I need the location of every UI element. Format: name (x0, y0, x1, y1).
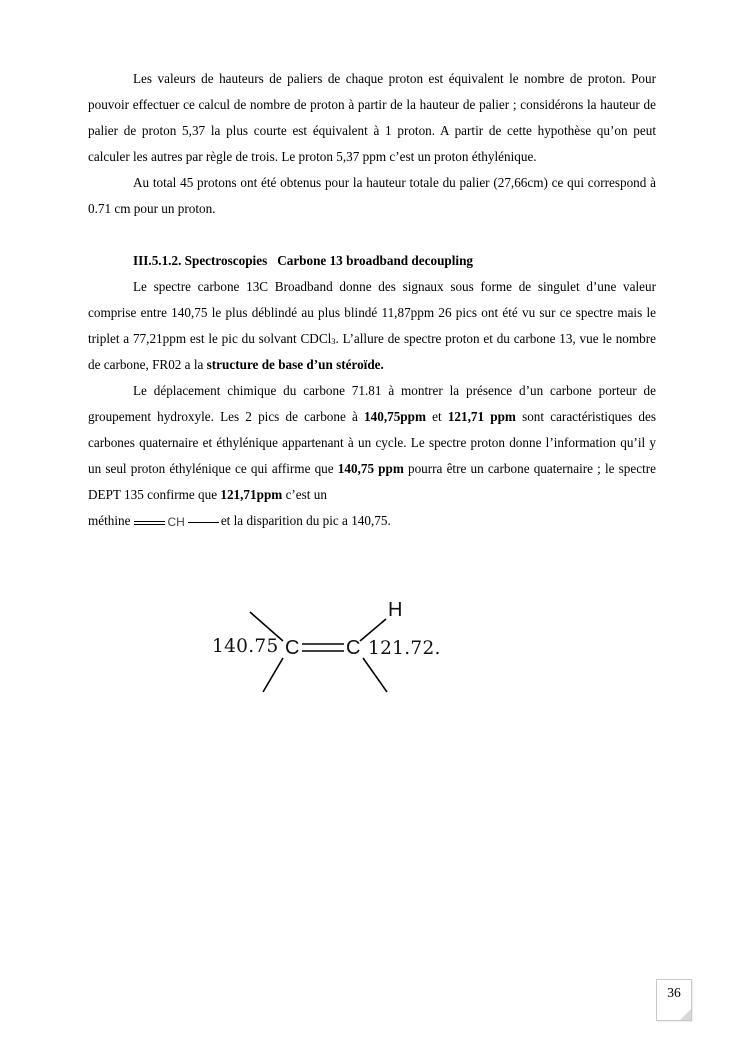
p4-text-d: pourra être un carbone quaternaire ; le spectre DEPT 135 confirme que (88, 461, 656, 502)
section-heading-title: Carbone 13 broadband decoupling (277, 253, 473, 268)
paragraph-chemical-shift (88, 378, 656, 508)
body-text (88, 66, 656, 534)
section-heading (88, 248, 656, 274)
p4-bold-1: 140,75ppm (364, 409, 426, 424)
paragraph-total-protons: Au total 45 protons ont été obtenus pour la hauteur totale du palier (27,66cm) ce qui correspond à 0.71 cm pour un proton. (88, 175, 656, 216)
paragraph-c13-broadband (88, 274, 656, 378)
atom-h: H (388, 599, 403, 621)
inline-double-bond-top (134, 521, 165, 522)
p5-text-b: et la disparition du pic a 140,75. (220, 513, 391, 528)
paragraph-gap (88, 222, 656, 248)
bond-lower-left (263, 658, 283, 692)
inline-single-bond (188, 522, 219, 523)
page-number: 36 (667, 985, 681, 1000)
p4-text-c: sont caractéristiques des carbones quaternaire et éthylénique appartenant à un cycle. Le spectre proton donne l’information qu’il y un seul proton éthylénique ce qui affirme que (88, 409, 656, 476)
p4-bold-4: 121,71ppm (220, 487, 283, 502)
section-heading-number: III.5.1.2. Spectroscopies (133, 253, 268, 268)
p4-text-e: c’est un (282, 487, 327, 502)
p4-bold-3: 140,75 ppm (337, 461, 404, 476)
shift-label-right: 121.72. (368, 638, 441, 659)
atom-c-left: C (285, 637, 300, 659)
p4-text-a: Le déplacement chimique du carbone 71.81 à montrer la présence d’un carbone porteur de groupement hydroxyle. Les 2 pics de carbone à (88, 383, 656, 424)
shift-label-left: 140.75 (212, 636, 279, 657)
atom-c-right: C (346, 637, 361, 659)
p4-text-b: et (425, 409, 448, 424)
p3-text-b: . L’allure de spectre proton et du carbone 13, vue le nombre de carbone, FR02 a la (88, 331, 656, 372)
page-number-box (656, 979, 692, 1021)
paragraph-proton-heights: Les valeurs de hauteurs de paliers de chaque proton est équivalent le nombre de proton. Pour pouvoir effectuer ce calcul de nombre de proton à partir de la hauteur de palier ; considérons la hauteur de palier de proton 5,37 la plus courte est équivalent à 1 proton. A partir de cette hypothèse qu’on peut calculer les autres par règle de trois. Le proton 5,37 ppm c’est un proton éthylénique. (88, 71, 656, 164)
p3-subscript: 3 (331, 336, 336, 346)
page-corner-fold-mask (680, 1009, 691, 1020)
inline-ch-structure (134, 515, 218, 529)
inline-double-bond-bottom (134, 524, 165, 525)
p4-bold-2: 121,71 ppm (447, 409, 516, 424)
paragraph-methine (88, 508, 656, 534)
p3-text-a: Le spectre carbone 13C Broadband donne des signaux sous forme de singulet d’une valeur comprise entre 140,75 le plus déblindé au plus blindé 11,87ppm 26 pics ont été vu sur ce spectre mais le triplet a 77,21ppm est le pic du solvant CDCl (88, 279, 656, 346)
alkene-structure-diagram (205, 595, 465, 700)
inline-ch-label: CH (167, 514, 185, 529)
p5-text-a: méthine (88, 513, 131, 528)
bond-lower-right (363, 658, 387, 692)
p3-bold-steroid: structure de base d’un stéroïde. (206, 357, 384, 372)
